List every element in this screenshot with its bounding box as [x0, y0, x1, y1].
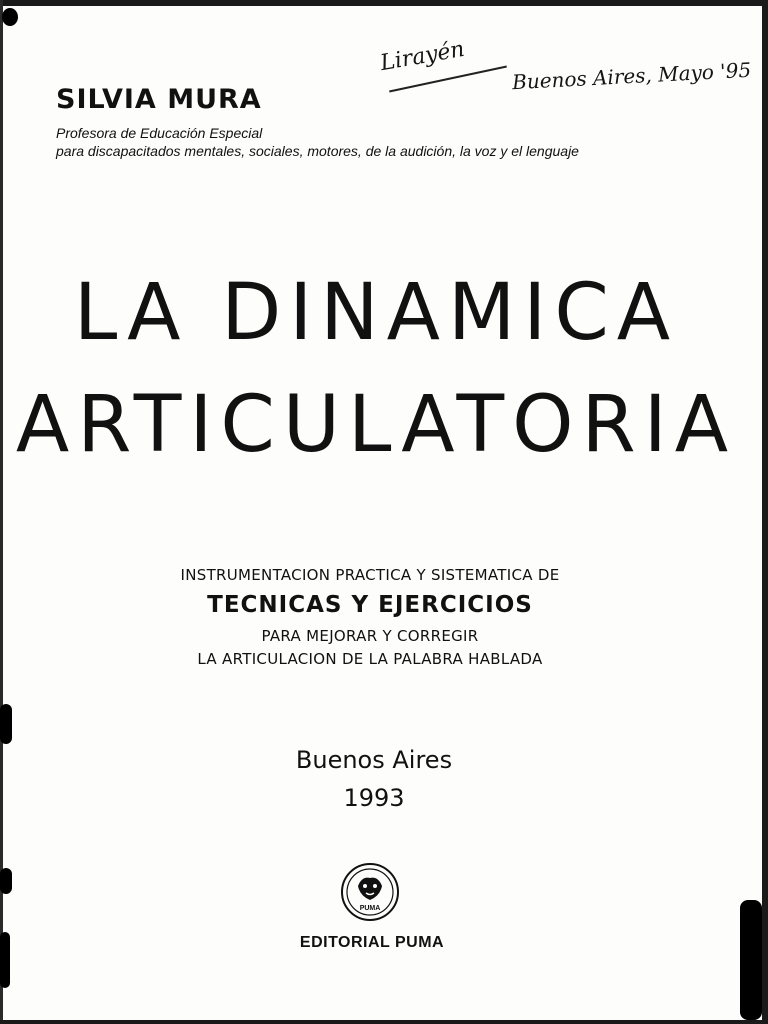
book-title-line-1: LA DINAMICA	[73, 268, 679, 358]
credential-line-2: para discapacitados mentales, sociales, motores, de la audición, la voz y el lenguaje	[56, 143, 579, 159]
author-name: SILVIA MURA	[56, 84, 262, 115]
publication-place: Buenos Aires	[295, 746, 453, 774]
subtitle-line-1: PARA MEJORAR Y CORREGIR	[261, 627, 479, 645]
publication-year: 1993	[343, 784, 405, 812]
puma-emblem-icon	[340, 862, 400, 922]
scan-edge-bottom	[0, 1020, 768, 1024]
punch-hole	[740, 900, 762, 1020]
punch-hole	[2, 8, 18, 26]
scan-edge-right	[762, 0, 768, 1024]
logo-label: PUMA	[359, 905, 381, 912]
subtitle-line-2: LA ARTICULACION DE LA PALABRA HABLADA	[197, 650, 543, 668]
subtitle-intro: INSTRUMENTACION PRACTICA Y SISTEMATICA DE	[180, 566, 560, 584]
punch-hole	[0, 868, 12, 894]
handwritten-date: Buenos Aires, Mayo '95	[511, 57, 752, 95]
punch-hole	[0, 704, 12, 744]
subtitle-main: TECNICAS Y EJERCICIOS	[207, 592, 533, 618]
author-credentials	[56, 124, 579, 160]
publisher-name: EDITORIAL PUMA	[299, 934, 445, 951]
scan-edge-top	[0, 0, 768, 6]
credential-line-1: Profesora de Educación Especial	[56, 125, 263, 141]
handwritten-note: Lirayén	[378, 36, 467, 77]
book-title-line-2: ARTICULATORIA	[15, 380, 737, 470]
